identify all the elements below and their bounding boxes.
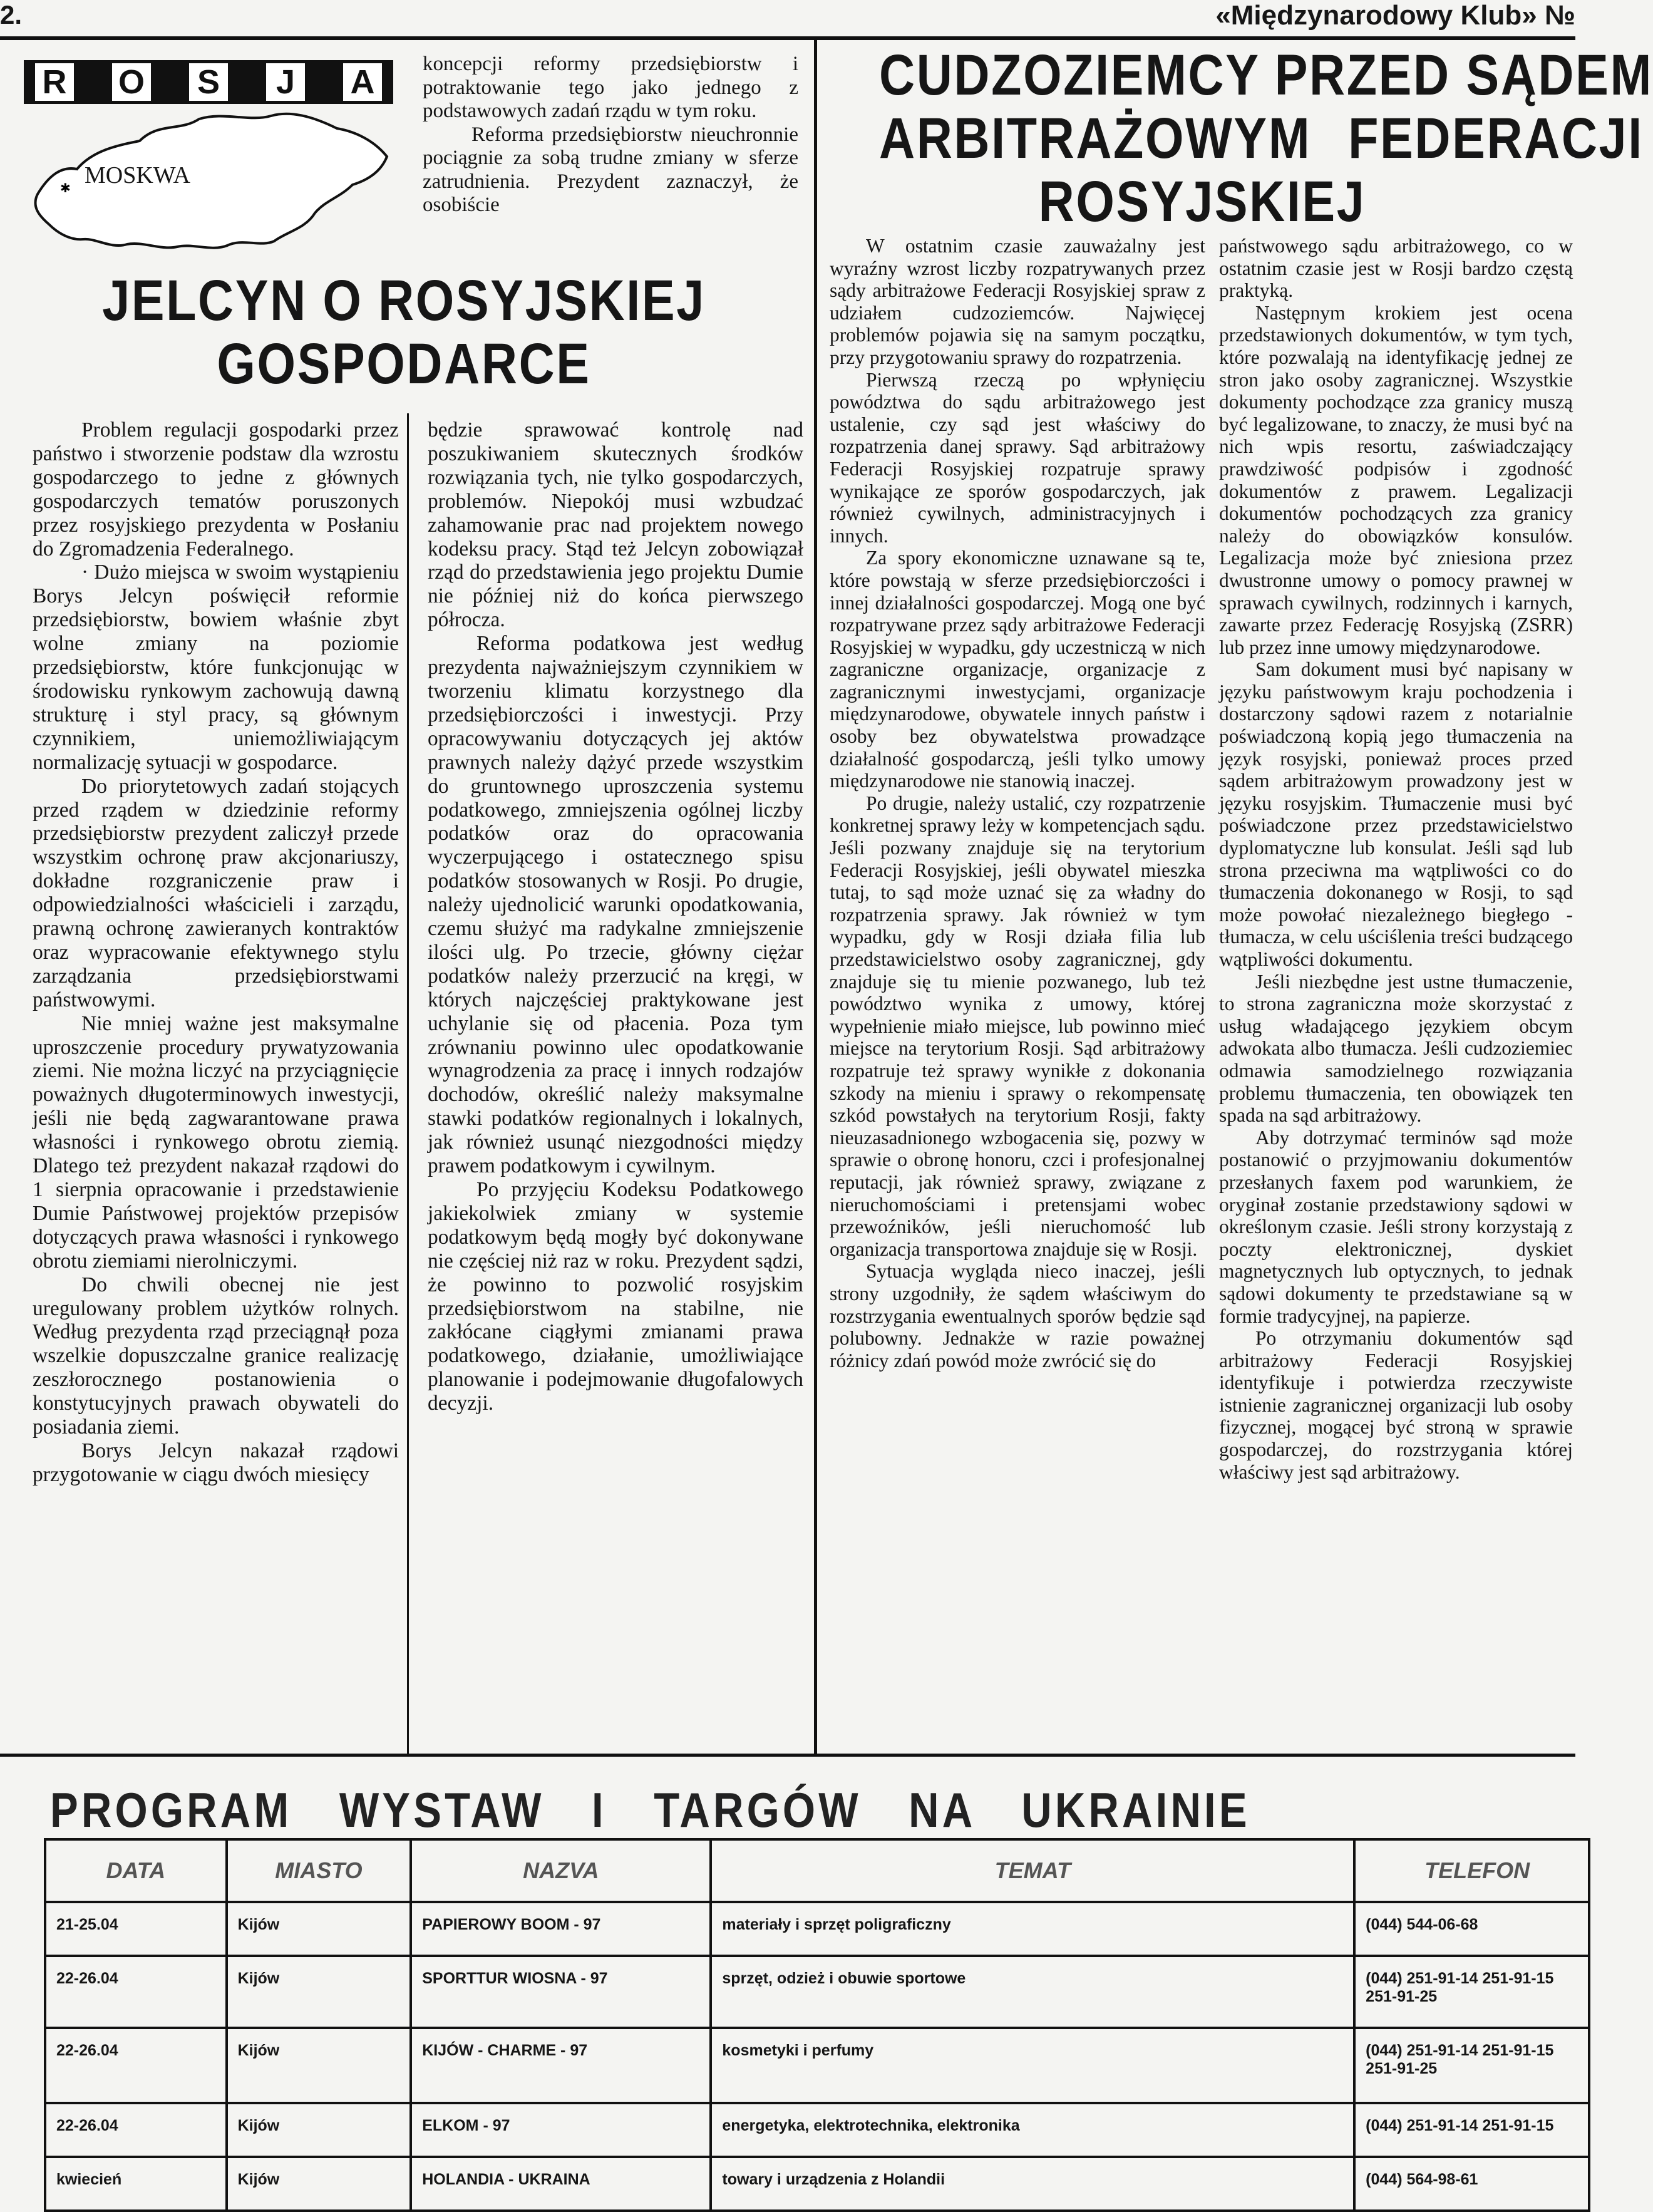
article2-column-2 xyxy=(1219,235,1573,1763)
article2-paragraph: Za spory ekonomiczne uznawane są te, które powstają w sferze przedsiębiorczości i innej działalności gospodarczej. Mogą one być rozpatrywane przez sądy arbitrażowe Federacji Rosyjskiej w wypadku, gdy uczestniczą w nich zagraniczne organizacje, organizacje z zagranicznymi inwestycjami, organizacje międzynarodowe, obywatele innych państw i osoby bez obywatelstwa prowadzące działalność gospodarczą, jeśli tylko umowy międzynarodowe nie stanowią inaczej. xyxy=(830,547,1205,792)
cell-topic: towary i urządzenia z Holandii xyxy=(711,2157,1354,2211)
article1-title-line1: JELCYN O ROSYJSKIEJ xyxy=(102,269,706,333)
article2-paragraph: Sytuacja wygląda nieco inaczej, jeśli strony uzgodniły, że sądem właściwym do rozstrzygania ewentualnych sporów będzie sąd polubowny. Jednakże w razie poważnej różnicy zdań powód może zwrócić się do xyxy=(830,1260,1205,1372)
table-row xyxy=(45,2028,1589,2103)
column-header-miasto: MIASTO xyxy=(227,1839,411,1902)
exhibitions-title: PROGRAM WYSTAW I TARGÓW NA UKRAINIE xyxy=(50,1782,1250,1837)
russia-map-icon xyxy=(24,106,393,257)
article1-column-1 xyxy=(33,418,399,1765)
article2-paragraph: Po drugie, należy ustalić, czy rozpatrzenie konkretnej sprawy leży w kompetencjach sądu. Jeśli pozwany znajduje się na terytorium Federacji Rosyjskiej, jeśli obywatel mieszka tutaj, to sąd może uznać się za władny do rozpatrzenia sprawy. Jak również w tym wypadku, gdy w Rosji działa filia lub przedstawicielstwo osoby zagranicznej, gdy znajduje się tu mienie pozwanego, lub też powództwo wynika z umowy, której wypełnienie miało miejsce, lub powinno mieć miejsce na terytorium Rosji. Sąd arbitrażowy rozpatruje też sprawy wynikłe z dokonania szkody na mieniu i sprawy o rekompensatę szkód powstałych na terytorium Rosji, fakty nieuzasadnionego wzbogacenia się, pozwy w sprawie o obronę honoru, czci i profesjonalnej reputacji, jak również sprawy, związane z nieruchomościami i pretensjami wobec przewoźników, jeśli nieruchomość lub organizacja transportowa znajduje się w Rosji. xyxy=(830,792,1205,1260)
cell-city: Kijów xyxy=(227,2103,411,2157)
article1-paragraph: Problem regulacji gospodarki przez państwo i stworzenie podstaw dla wzrostu gospodarczego to jedne z głównych gospodarczych tematów poruszonych przez rosyjskiego prezydenta w Posłaniu do Zgromadzenia Federalnego. xyxy=(33,418,399,561)
article1-top-paragraph: koncepcji reformy przedsiębiorstw i potraktowanie tego jako jednego z podstawowych zadań rządu w tym roku. xyxy=(423,53,798,122)
cell-topic: kosmetyki i perfumy xyxy=(711,2028,1354,2103)
cell-date: 22-26.04 xyxy=(45,2103,227,2157)
article2-title-line2: ARBITRAŻOWYM FEDERACJI xyxy=(879,106,1644,171)
map-label: MOSKWA xyxy=(85,162,190,189)
cell-topic: sprzęt, odzież i obuwie sportowe xyxy=(711,1956,1354,2028)
cell-name: HOLANDIA - UKRAINA xyxy=(411,2157,711,2211)
cell-city: Kijów xyxy=(227,1956,411,2028)
article2-paragraph: państwowego sądu arbitrażowego, co w ostatnim czasie jest w Rosji bardzo częstą praktyką. xyxy=(1219,235,1573,302)
article2-paragraph: Jeśli niezbędne jest ustne tłumaczenie, to strona zagraniczna może skorzystać z usług władającego językiem obcym adwokata albo tłumacza. Jeśli cudzoziemiec odmawia samodzielnego rozwiązania problemu tłumaczenia, ten obowiązek ten spada na sąd arbitrażowy. xyxy=(1219,970,1573,1127)
cell-phone: (044) 251-91-14 251-91-15 xyxy=(1354,2103,1589,2157)
rosja-banner xyxy=(24,60,393,104)
article2-paragraph: Pierwszą rzeczą po wpłynięciu powództwa do sądu arbitrażowego jest ustalenie, czy sąd jest właściwy do rozpatrzenia danej sprawy. Sąd arbitrażowy Federacji Rosyjskiej rozpatruje sprawy wynikające ze sporów gospodarczych, jak również cywilnych, administracyjnych i innych. xyxy=(830,368,1205,547)
column-header-temat: TEMAT xyxy=(711,1839,1354,1902)
cell-name: PAPIEROWY BOOM - 97 xyxy=(411,1902,711,1956)
banner-letter: S xyxy=(189,63,228,101)
cell-date: 21-25.04 xyxy=(45,1902,227,1956)
cell-date: 22-26.04 xyxy=(45,2028,227,2103)
article1-top-paragraph: Reforma przedsiębiorstw nieuchronnie pociągnie za sobą trudne zmiany w sferze zatrudnienia. Prezydent zaznaczył, że osobiście xyxy=(423,123,798,216)
publication-name: «Międzynarodowy Klub» № xyxy=(1215,0,1575,31)
banner-letter: R xyxy=(35,63,74,101)
header-rule xyxy=(0,36,1575,40)
table-row xyxy=(45,1902,1589,1956)
article2-headline xyxy=(826,43,1653,234)
cell-city: Kijów xyxy=(227,2157,411,2211)
article1-column-2 xyxy=(428,418,803,1765)
article1-top-column xyxy=(423,53,798,217)
table-header-row xyxy=(45,1839,1589,1902)
cell-phone: (044) 251-91-14 251-91-15 251-91-25 xyxy=(1354,2028,1589,2103)
article1-headline xyxy=(13,269,795,396)
banner-letter: A xyxy=(343,63,382,101)
cell-name: SPORTTUR WIOSNA - 97 xyxy=(411,1956,711,2028)
article2-title-line1: CUDZOZIEMCY PRZED SĄDEM xyxy=(879,43,1653,107)
cell-phone: (044) 544-06-68 xyxy=(1354,1902,1589,1956)
table-row xyxy=(45,2103,1589,2157)
cell-phone: (044) 251-91-14 251-91-15 251-91-25 xyxy=(1354,1956,1589,2028)
article1-paragraph: Do chwili obecnej nie jest uregulowany problem użytków rolnych. Według prezydenta rząd przeciągnął poza wszelkie dopuszczalne granice realizację zeszłorocznego postanowienia o konstytucyjnych prawach obywateli do posiadania ziemi. xyxy=(33,1273,399,1439)
cell-topic: energetyka, elektrotechnika, elektronika xyxy=(711,2103,1354,2157)
column-header-telefon: TELEFON xyxy=(1354,1839,1589,1902)
article1-paragraph: · Dużo miejsca w swoim wystąpieniu Borys Jelcyn poświęcił reformie przedsiębiorstw, bowiem właśnie zbyt wolne zmiany na poziomie przedsiębiorstw, które funkcjonując w środowisku rynkowym zachowują dawną strukturę i styl pracy, są głównym czynnikiem, uniemożliwiającym normalizację sytuacji w gospodarce. xyxy=(33,561,399,774)
cell-city: Kijów xyxy=(227,2028,411,2103)
page-number: 2. xyxy=(0,0,23,29)
banner-letter: O xyxy=(112,63,151,101)
column-header-data: DATA xyxy=(45,1839,227,1902)
column-header-nazva: NAZVA xyxy=(411,1839,711,1902)
article2-title-line3: ROSYJSKIEJ xyxy=(1038,170,1366,234)
cell-topic: materiały i sprzęt poligraficzny xyxy=(711,1902,1354,1956)
article1-paragraph: Nie mniej ważne jest maksymalne uproszczenie procedury prywatyzowania ziemi. Nie można liczyć na przyciągnięcie poważnych długoterminowych inwestycji, jeśli nie będą zagwarantowane prawa własności i rynkowego obrotu ziemią. Dlatego też prezydent nakazał rządowi do 1 sierpnia opracowanie i przedstawienie Dumie Państwowej projektów przepisów dotyczących prawa własności i rynkowego obrotu ziemiami nierolniczymi. xyxy=(33,1011,399,1273)
cell-city: Kijów xyxy=(227,1902,411,1956)
article1-paragraph: Borys Jelcyn nakazał rządowi przygotowanie w ciągu dwóch miesięcy xyxy=(33,1439,399,1486)
exhibitions-table xyxy=(44,1838,1590,2212)
article1-paragraph: będzie sprawować kontrolę nad poszukiwaniem skutecznych środków rozwiązania tych, nie tylko gospodarczych, problemów. Niepokój musi wzbudzać zahamowanie prac nad projektem nowego kodeksu pracy. Stąd też Jelcyn zobowiązał rząd do przedstawienia jego projektu Dumie nie później niż do końca pierwszego półrocza. xyxy=(428,418,803,632)
cell-date: kwiecień xyxy=(45,2157,227,2211)
cell-date: 22-26.04 xyxy=(45,1956,227,2028)
article1-paragraph: Reforma podatkowa jest według prezydenta najważniejszym czynnikiem w tworzeniu klimatu korzystnego dla przedsiębiorczości i inwestycji. Przy opracowywaniu dotyczących jej aktów prawnych należy dążyć przede wszystkim do gruntownego uproszczenia systemu podatkowego, zmniejszenia ogólnej liczby podatków oraz do opracowania wyczerpującego i ostatecznego spisu podatków stosowanych w Rosji. Po drugie, należy ujednolicić warunki opodatkowania, czemu służyć ma radykalne zmniejszenie ilości ulg. Po trzecie, główny ciężar podatków należy przerzucić na kręgi, w których najczęściej praktykowane jest uchylanie się od płacenia. Poza tym zrównaniu powinno ulec opodatkowanie wynagrodzenia za pracę i innych rodzajów dochodów, określić należy maksymalne stawki podatków regionalnych i lokalnych, jak również usunąć niezgodności między prawem podatkowym i cywilnym. xyxy=(428,632,803,1178)
article2-paragraph: Następnym krokiem jest ocena przedstawionych dokumentów, w tym tych, które pozwalają na identyfikację jednej ze stron jako osoby zagranicznej. Wszystkie dokumenty pochodzące zza granicy muszą być legalizowane, to znaczy, że musi być na nich wpis resortu, zaświadczający prawdziwość podpisów i zgodność dokumentów z prawem. Legalizacji dokumentów pochodzących zza granicy należy do obowiązków konsulów. Legalizacja może być zniesiona przez dwustronne umowy o pomocy prawnej w sprawach cywilnych, rodzinnych i karnych, zawarte przez Federację Rosyjską (ZSRR) lub przez inne umowy międzynarodowe. xyxy=(1219,301,1573,658)
table-row xyxy=(45,1956,1589,2028)
column-divider xyxy=(407,413,409,1757)
table-row xyxy=(45,2157,1589,2211)
article1-paragraph: Po przyjęciu Kodeksu Podatkowego jakiekolwiek zmiany w systemie podatkowym będą mogły być dokonywane nie częściej niż raz w roku. Prezydent sądzi, że powinno to pozwolić rosyjskim przedsiębiorstwom na stabilne, nie zakłócane ciągłymi zmianami prawa podatkowego, działanie, umożliwiające planowanie i podejmowanie długofalowych decyzji. xyxy=(428,1178,803,1415)
svg-text:✱: ✱ xyxy=(60,182,71,195)
article2-paragraph: Sam dokument musi być napisany w języku państwowym kraju pochodzenia i dostarczony sądowi razem z notarialnie poświadczoną kopią jego tłumaczenia na język rosyjski, ponieważ proces przed sądem arbitrażowym prowadzony jest w języku rosyjskim. Tłumaczenie musi być poświadczone przez przedstawicielstwo dyplomatyczne lub konsulat. Jeśli sąd lub strona przeciwna ma wątpliwości co do tłumaczenia dokonanego w Rosji, to sąd może powołać niezależnego biegłego - tłumacza, w celu uściślenia treści budzącego wątpliwości dokumentu. xyxy=(1219,658,1573,970)
article1-paragraph: Do priorytetowych zadań stojących przed rządem w dziedzinie reformy przedsiębiorstw prezydent zaliczył przede wszystkim ochronę praw akcjonariuszy, dokładne rozgraniczenie praw i odpowiedzialności właścicieli i zarządu, prawną ochronę zawieranych kontraktów oraz wypracowanie efektywnego stylu zarządzania przedsiębiorstwami państwowymi. xyxy=(33,774,399,1011)
article2-paragraph: Po otrzymaniu dokumentów sąd arbitrażowy Federacji Rosyjskiej identyfikuje i potwierdza rzeczywiste istnienie zagranicznej organizacji lub osoby fizycznej, mogącej być stroną w sprawie gospodarczej, do rozstrzygania której właściwy jest sąd arbitrażowy. xyxy=(1219,1327,1573,1483)
article2-column-1 xyxy=(830,235,1205,1763)
cell-name: KIJÓW - CHARME - 97 xyxy=(411,2028,711,2103)
article2-paragraph: Aby dotrzymać terminów sąd może postanowić o przyjmowaniu dokumentów przesłanych faxem pod warunkiem, że oryginał zostanie przedstawiony sądowi w określonym czasie. Jeśli strony korzystają z poczty elektronicznej, dyskiet magnetycznych lub optycznych, to jednak sądowi dokumenty te przedstawiane są w formie tradycyjnej, na papierze. xyxy=(1219,1126,1573,1327)
cell-name: ELKOM - 97 xyxy=(411,2103,711,2157)
cell-phone: (044) 564-98-61 xyxy=(1354,2157,1589,2211)
banner-letter: J xyxy=(266,63,305,101)
article-divider xyxy=(814,40,817,1756)
article2-paragraph: W ostatnim czasie zauważalny jest wyraźny wzrost liczby rozpatrywanych przez sądy arbitrażowe Federacji Rosyjskiej spraw z udziałem cudzoziemców. Najwięcej problemów pojawia się na samym początku, przy przygotowaniu sprawy do rozpatrzenia. xyxy=(830,235,1205,368)
article1-title-line2: GOSPODARCE xyxy=(217,332,591,396)
